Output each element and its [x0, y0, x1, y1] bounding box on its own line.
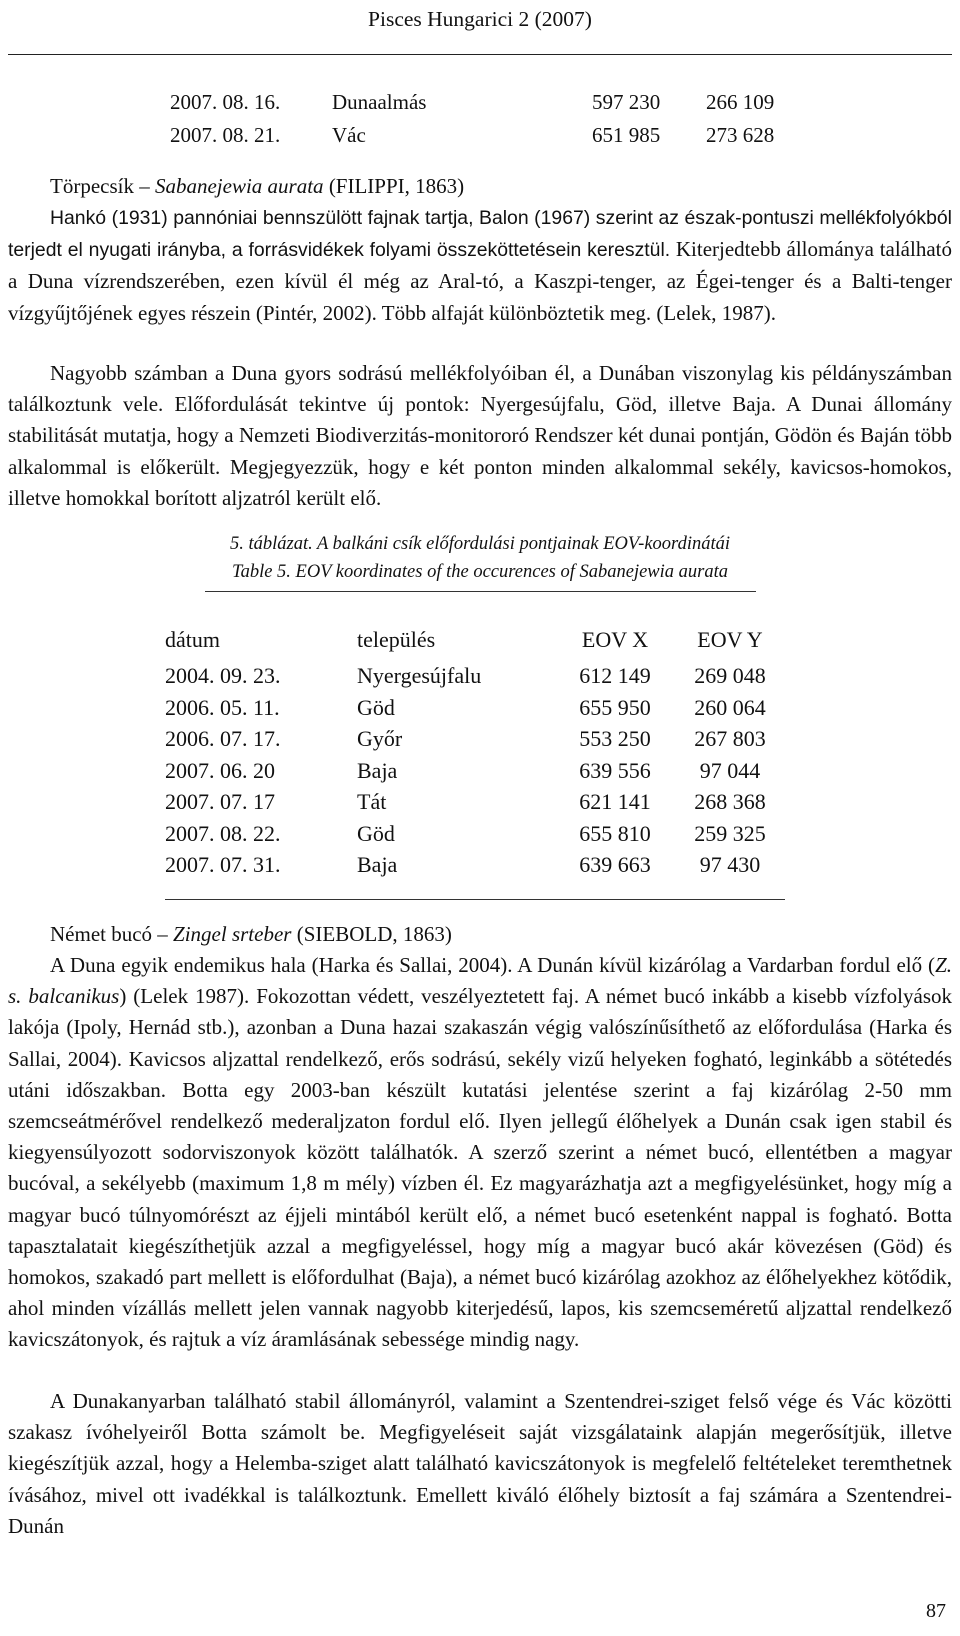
place-cell: Göd	[357, 820, 395, 846]
place-cell: Göd	[357, 694, 395, 720]
table-header-row	[0, 627, 960, 663]
eov-y-cell: 273 628	[706, 123, 775, 147]
heading-dash: –	[133, 174, 155, 198]
table-row	[0, 789, 960, 821]
table-caption-en: Table 5. EOV koordinates of the occurences of Sabanejewia aurata	[231, 562, 728, 582]
date-cell: 2006. 05. 11.	[165, 694, 280, 720]
column-header-eov-y: EOV Y	[697, 627, 763, 652]
header-rule	[8, 54, 952, 55]
paragraph-nemet-buco-2	[8, 1386, 952, 1542]
date-cell: 2007. 07. 31.	[165, 852, 281, 877]
eov-y-cell: 266 109	[706, 90, 775, 114]
eov-y-cell: 268 368	[694, 789, 766, 814]
species-latin-name: Zingel srteber	[173, 922, 292, 946]
page-number: 87	[926, 1600, 946, 1622]
eov-y-cell: 97 044	[699, 757, 761, 783]
text-serif: Előfordulását tekintve új pontok: Nyergesújfalu, Göd, illetve Baja. A Dunai állomány stabilitását mutatja, hogy a Nemzeti Biodiverzitás-monitororó Rendszer két dunai pontján, Gödön és Baján több alkalommal is előkerült. Megjegyezzük, hogy e két ponton minden alkalommal sekély, kavicsos-homokos, illetve homokkal borított aljzatról került elő.	[8, 392, 952, 510]
text-serif: Kiterjedtebb állománya található a Duna vízrendszerében, ezen kívül él még az Aral-tó, a Kaszpi-tenger, az Égei-tenger és a Balti-tenger vízgyűjtőjének egyes részein (Pintér, 2002). Több alfaját különböztetik meg. (Lelek, 1987).	[8, 237, 952, 325]
paragraph-torpecsik-1	[8, 202, 952, 329]
column-header-date: dátum	[165, 627, 220, 652]
eov-x-cell: 597 230	[592, 90, 661, 114]
eov-x-cell: 639 556	[579, 757, 651, 783]
eov-y-cell: 97 430	[699, 852, 761, 877]
paragraph-torpecsik-2	[8, 358, 952, 514]
species-latin-name: Sabanejewia aurata	[154, 174, 324, 198]
species-heading-torpecsik	[8, 171, 952, 202]
eov-x-cell: 612 149	[579, 663, 651, 688]
eov-x-cell: 655 810	[579, 820, 651, 846]
species-author: (FILIPPI, 1863)	[323, 174, 465, 198]
table-row	[0, 663, 960, 695]
place-cell: Dunaalmás	[332, 90, 427, 114]
place-cell: Győr	[357, 726, 403, 751]
eov-x-cell: 639 663	[579, 852, 651, 877]
text-serif: Nagyobb számban a Duna gyors sodrású mellékfolyóiban él, a Dunában viszonylag kis példányszámban találkoztunk vele.	[8, 361, 952, 417]
column-header-eov-x: EOV X	[581, 627, 649, 652]
place-cell: Vác	[332, 123, 366, 147]
table-caption-hu: 5. táblázat. A balkáni csík előfordulási pontjainak EOV-koordinátái	[230, 534, 730, 554]
eov-x-cell: 651 985	[592, 123, 661, 147]
place-cell: Baja	[357, 757, 398, 783]
text-sans: Hankó (1931) pannóniai bennszülött fajnak tartja, Balon (1967) szerint az észak-pontuszi mellékfolyókból terjedt el nyugati irányba, a forrásvidékek folyami összeköttetésein keresztül.	[8, 207, 952, 262]
eov-y-cell: 267 803	[694, 726, 766, 751]
caption-rule	[205, 591, 756, 592]
eov-y-cell: 269 048	[694, 663, 766, 688]
continued-table	[0, 86, 960, 152]
running-header: Pisces Hungarici 2 (2007)	[368, 7, 592, 31]
eov-x-cell: 621 141	[579, 789, 651, 814]
species-heading-nemet-buco	[8, 919, 952, 950]
date-cell: 2007. 08. 21.	[170, 123, 281, 147]
paragraph-nemet-buco-1	[8, 950, 952, 1356]
table-row	[0, 119, 960, 152]
column-header-place: település	[357, 627, 436, 652]
date-cell: 2006. 07. 17.	[165, 726, 281, 751]
text-serif: A Dunakanyarban található stabil állományról, valamint a Szentendrei-sziget felső vége és Vác közötti szakasz ívóhelyeiről Botta számolt be. Megfigyeléseit saját vizsgálataink alapján megerősítjük, illetve kiegészítjük azzal, hogy a Helemba-sziget alatt található kavicszátonyok is megfelelő feltételeket teremthetnek ívásához, mivel ott ivadékkal is találkoztunk. Emellett kiváló élőhely biztosít a faj számára a Szentendrei-Dunán	[8, 1389, 952, 1538]
eov-table	[0, 627, 960, 884]
table-row	[0, 726, 960, 758]
species-name: Német bucó	[50, 922, 153, 946]
place-cell: Baja	[357, 852, 398, 877]
date-cell: 2007. 06. 20	[165, 757, 275, 783]
date-cell: 2007. 08. 16.	[170, 90, 281, 114]
table-row	[0, 695, 960, 727]
date-cell: 2007. 08. 22.	[165, 820, 281, 846]
heading-dash: –	[152, 922, 174, 946]
text-serif: ) (Lelek 1987). Fokozottan védett, veszélyeztetett faj. A német bucó inkább a kisebb vízfolyások lakója (Ipoly, Hernád stb.), azonban a Duna hazai szakaszán végig valószínűsíthető az előfordulása (Harka és Sallai, 2004). Kavicsos aljzattal rendelkező, erős sodrású, sekély vizű helyeken fogható, leginkább a sötétedés utáni időszakban. Botta egy 2003-ban készült kutatási jelentése szerint a faj kizárólag 2-50 mm szemcseátmérővel rendelkező mederaljzaton fordul elő. Ilyen jellegű élőhelyek a Dunán csak igen stabil és kiegyensúlyozott sodorviszonyok között találhatók. A szerző szerint a német bucó, ellentétben a magyar bucóval, a sekélyebb (maximum 1,8 m mély) vízben él. Ez magyarázhatja azt a megfigyelésünket, hogy míg a magyar bucó túlnyomórészt az éjjeli mintából került elő, a német bucó esetenként nappal is fogható. Botta tapasztalatait kiegészíthetjük azzal a megfigyeléssel, hogy míg a magyar bucó akár kövezésen (Göd) és homokos, szakadó part mellett is előfordulhat (Baja), a német bucó kizárólag azokhoz az élőhelyekhez kötődik, ahol minden vízállás mellett jelen vannak nagyobb kiterjedésű, lapos, kis szemcseméretű aljzattal rendelkező kavicszátonyok, és rajtuk a víz áramlásának sebessége mindig nagy.	[8, 984, 952, 1352]
eov-y-cell: 260 064	[694, 694, 766, 720]
eov-x-cell: 553 250	[579, 726, 651, 751]
eov-x-cell: 655 950	[579, 694, 651, 720]
date-cell: 2004. 09. 23.	[165, 663, 281, 688]
table-bottom-rule	[165, 899, 785, 900]
eov-y-cell: 259 325	[694, 820, 766, 846]
species-author: (SIEBOLD, 1863)	[291, 922, 452, 946]
table-row	[0, 86, 960, 119]
place-cell: Nyergesújfalu	[357, 663, 482, 688]
species-name: Törpecsík	[50, 174, 134, 198]
date-cell: 2007. 07. 17	[165, 789, 275, 814]
text-serif: A Duna egyik endemikus hala (Harka és Sallai, 2004). A Dunán kívül kizárólag a Vardarban fordul elő (	[50, 953, 936, 977]
table-row	[0, 821, 960, 853]
table-row	[0, 852, 960, 884]
place-cell: Tát	[357, 789, 387, 814]
table-row	[0, 758, 960, 790]
subspecies-latin-name: Z. s. balcanikus	[8, 953, 952, 1009]
